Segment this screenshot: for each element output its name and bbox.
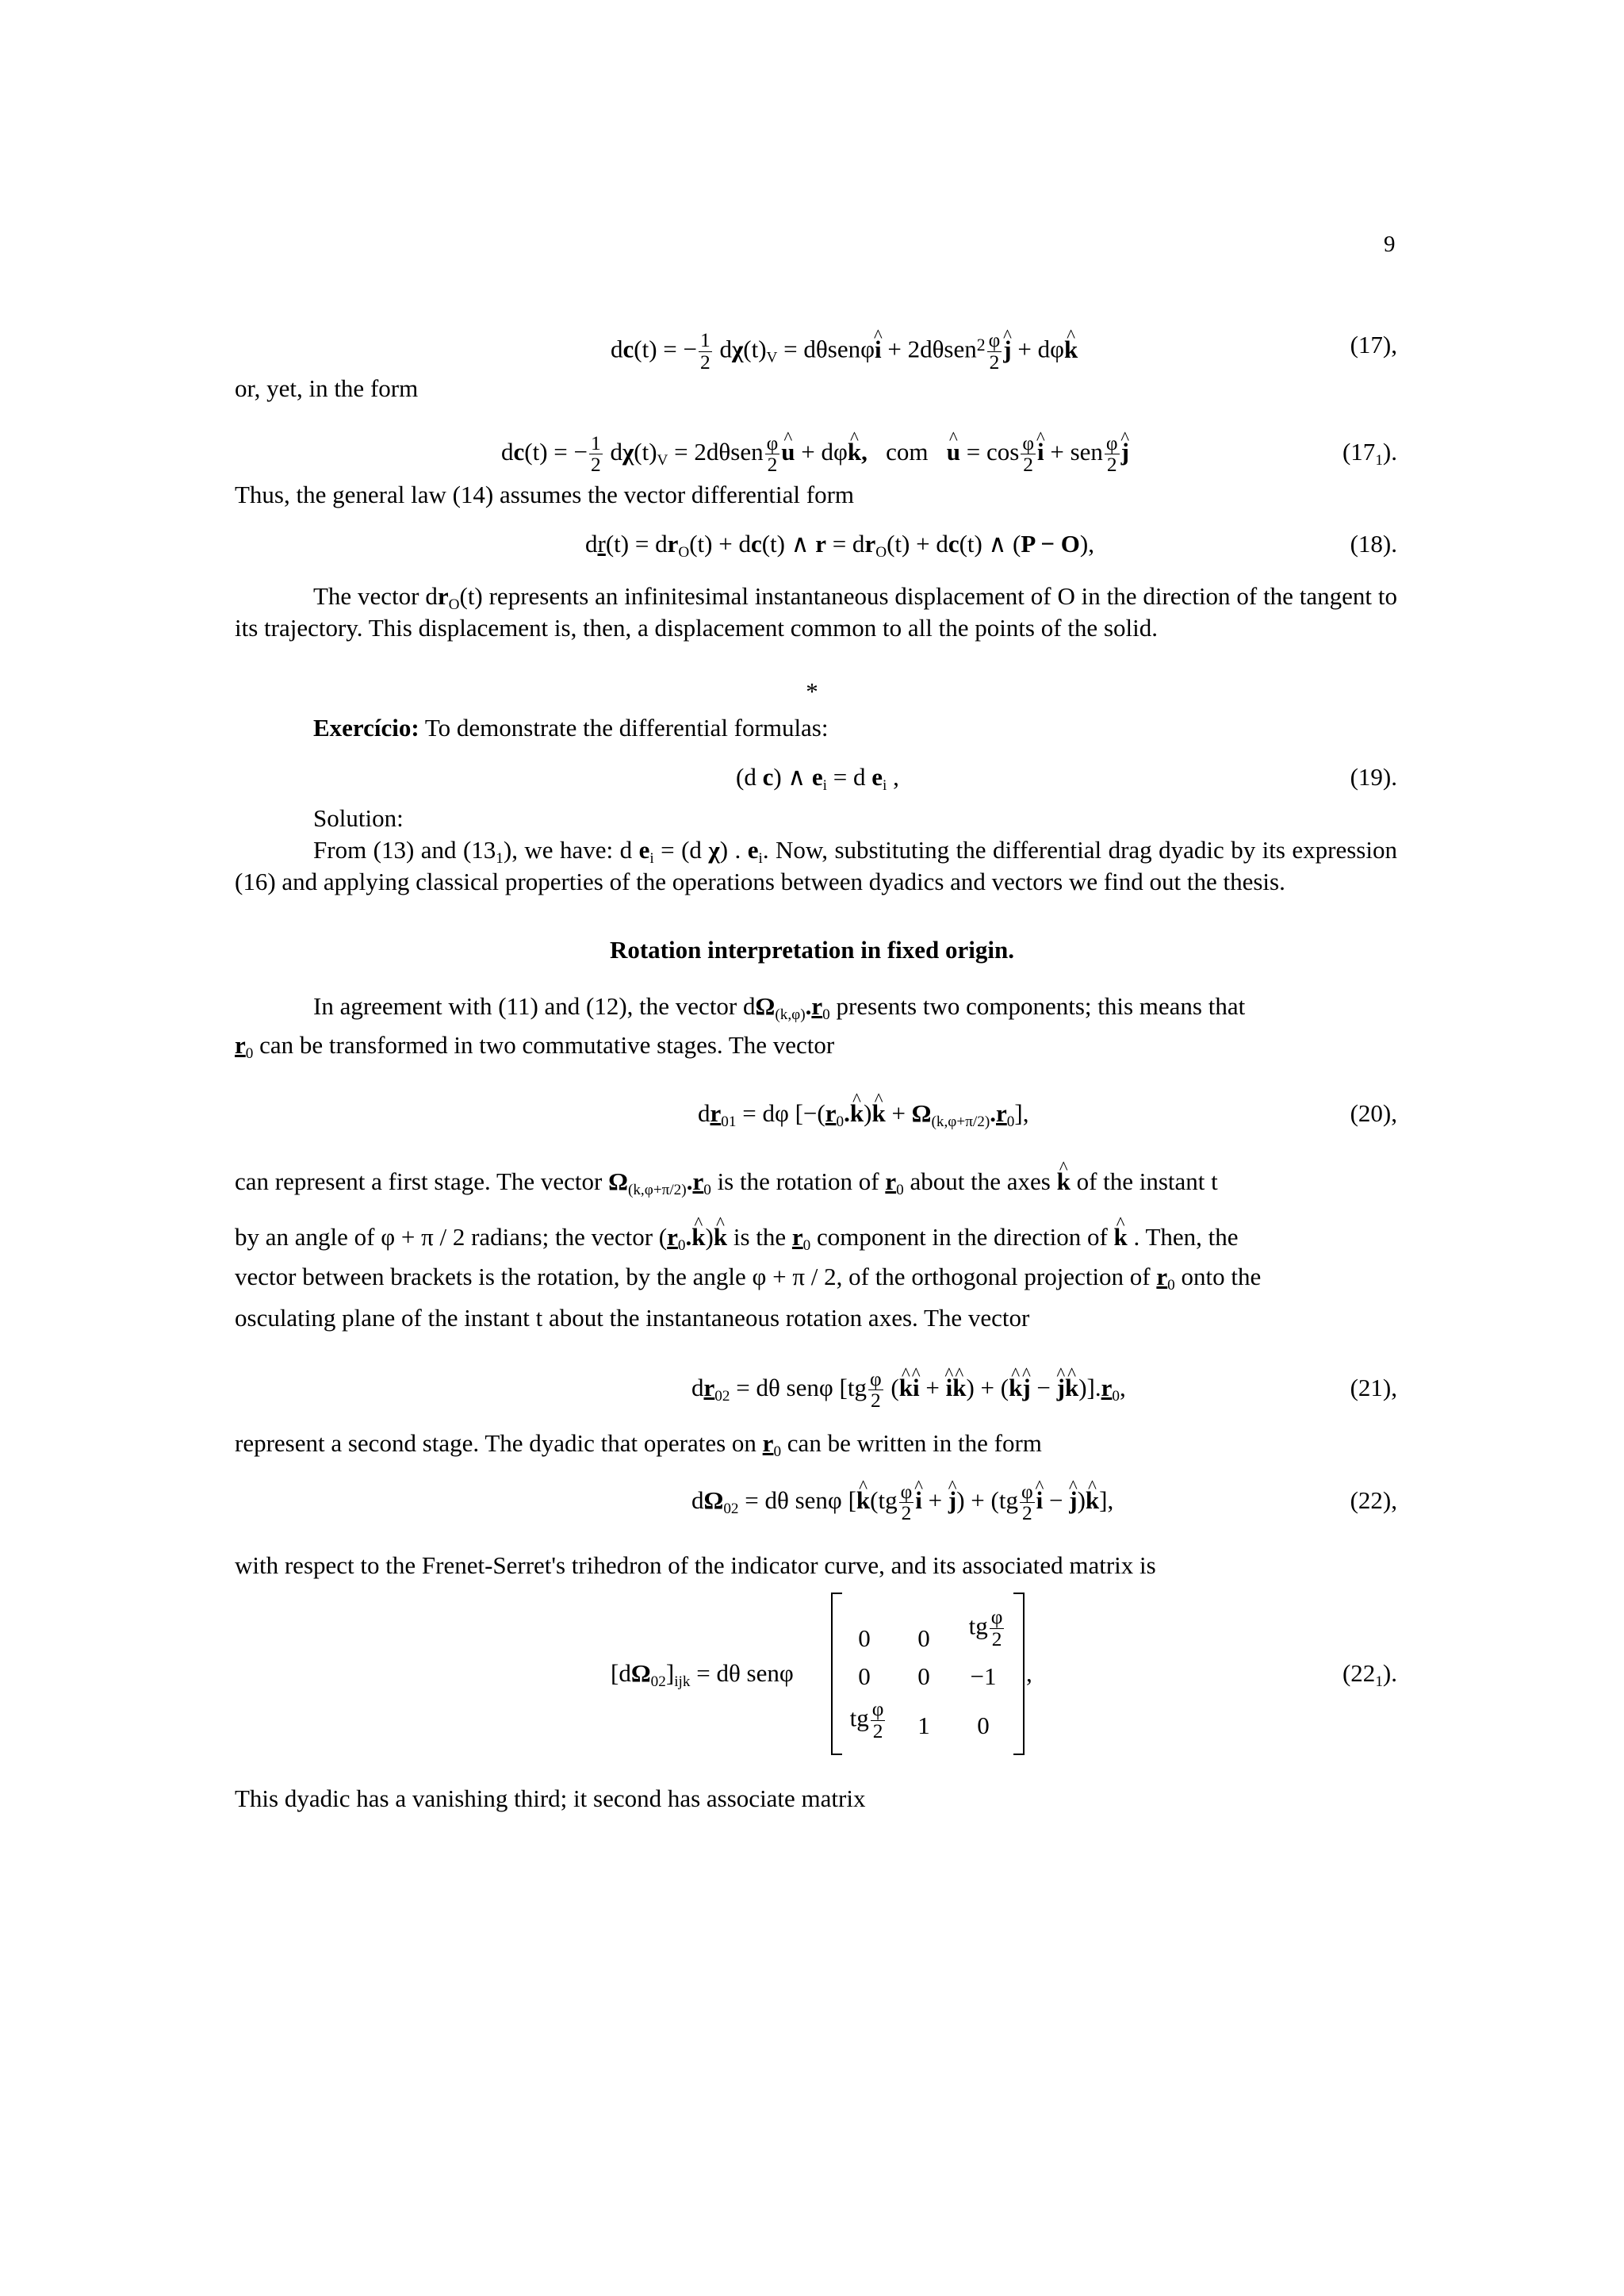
paragraph-agreement: In agreement with (11) and (12), the vector $d\Omega_{(k,\varphi)}.r_0$ presents two components; this means that bbox=[313, 992, 1246, 1023]
matrix-cell: 0 bbox=[858, 1662, 871, 1690]
equation-number: (18). bbox=[1350, 530, 1397, 558]
paragraph-vanishing: This dyadic has a vanishing third; it second has associate matrix bbox=[235, 1784, 866, 1812]
paragraph-first-stage-line3: vector between brackets is the rotation, by the angle φ + π / 2, of the orthogonal projection of $r_0$ onto the bbox=[235, 1263, 1262, 1294]
matrix-d-omega-02 bbox=[831, 1593, 1025, 1755]
equation-number: $(17_1)$. bbox=[1342, 438, 1397, 469]
matrix-cell: −1 bbox=[970, 1662, 997, 1690]
equation-number: (20), bbox=[1350, 1099, 1397, 1127]
text-thus: Thus, the general law (14) assumes the vector differential form bbox=[235, 481, 855, 508]
matrix-cell: tg $\frac{\varphi}{2}$ bbox=[968, 1606, 1003, 1650]
paragraph-agreement-line2: $r_0$ can be transformed in two commutative stages. The vector bbox=[235, 1031, 835, 1062]
matrix-cell: 0 bbox=[977, 1711, 990, 1739]
equation-number: $(22_1)$. bbox=[1342, 1659, 1397, 1690]
equation-17: dc(t) = − $\frac{1}{2}$ $d\chi(t)_V$ = dθsenφ^ i + 2dθsen$^2$ $\frac{\varphi}{2}$ ^ j + dφ^ k (17), bbox=[0, 321, 1624, 369]
text-or-yet: or, yet, in the form bbox=[235, 374, 419, 402]
matrix-cell: 0 bbox=[917, 1662, 930, 1690]
asterisk-separator: * bbox=[806, 677, 818, 705]
equation-19: (d c) ∧ $e_i = d$ $e_i$ , (19). bbox=[0, 753, 1624, 801]
paragraph-second-stage: represent a second stage. The dyadic that operates on $r_0$ can be written in the form bbox=[235, 1429, 1042, 1460]
matrix-cell: 0 bbox=[917, 1624, 930, 1652]
equation-number: (19). bbox=[1350, 763, 1397, 791]
equation-18: $dr(t) = dr_O(t) + dc(t)$ ∧ $r = dr_O(t) + dc(t)$ ∧ (P − O), (18). bbox=[0, 520, 1624, 568]
paragraph-vector-dro: The vector $dr_O(t)$ represents an infinitesimal instantaneous displacement of O in the direction of the tangent to its trajectory. This displacement is, then, a displacement common to all the points of the solid. bbox=[235, 582, 1397, 642]
section-heading-rotation: Rotation interpretation in fixed origin. bbox=[609, 936, 1015, 964]
matrix-cell: tg $\frac{\varphi}{2}$ bbox=[849, 1698, 884, 1742]
paragraph-first-stage-line4: osculating plane of the instant t about the instantaneous rotation axes. The vector bbox=[235, 1304, 1030, 1332]
equation-number: (17), bbox=[1350, 331, 1397, 358]
equation-17-1: dc(t) = − $\frac{1}{2}$ $d\chi(t)_V = 2d\theta sen$ $\frac{\varphi}{2}$ ^ u + dφ^ k, com ^ u = cos $\frac{\varphi}{2}$ ^ i + sen $\frac{\varphi}{2}$ ^ j $(17_1)$. bbox=[0, 428, 1624, 476]
equation-number: (21), bbox=[1350, 1374, 1397, 1401]
solution-label: Solution: bbox=[313, 804, 404, 832]
exercise-label: Exercício: bbox=[313, 714, 419, 742]
equation-21: $dr_{02} = d\theta$ senφ [tg $\frac{\varphi}{2}$ (^ k^ i + ^ i^ k) + (^ k^ j − ^ j^ $k)].r_0$, (21), bbox=[0, 1364, 1624, 1412]
equation-22-1: $[d\Omega_{02}]_{ijk} = d\theta$ senφ , $(22_1)$. bbox=[0, 1650, 1624, 1697]
paragraph-first-stage-line1: can represent a first stage. The vector $\Omega_{(k,\varphi+\pi/2)}.r_0$ is the rotation of $r_0$ about the axes ^ k of the instant t bbox=[235, 1166, 1397, 1198]
paragraph-frenet: with respect to the Frenet-Serret's trihedron of the indicator curve, and its associated matrix is bbox=[235, 1551, 1156, 1579]
matrix-cell: 1 bbox=[917, 1711, 930, 1739]
paragraph-from-13: From (13) and $(13_1)$, we have: d $e_i = (d$ χ) . $e_i$. Now, substituting the differential drag dyadic by its expression (16) and applying classical properties of the operations between dyadics and vectors we find out the thesis. bbox=[235, 836, 1397, 895]
page-number: 9 bbox=[1384, 232, 1396, 257]
equation-20: $dr_{01} = d\varphi$ [$-(r_0.\^{}$ k)^ $k + \Omega_{(k,\varphi+\pi/2)}.r_0$], (20), bbox=[0, 1090, 1624, 1137]
equation-22: $d\Omega_{02} = d\theta$ senφ [^ k(tg $\frac{\varphi}{2}$ ^ i + ^ j) + (tg $\frac{\varphi}{2}$ ^ i − ^ j)^ k], (22), bbox=[0, 1477, 1624, 1524]
paragraph-first-stage-line2: by an angle of φ + π / 2 radians; the vector ($r_0.\^{}$ k)^ k is the $r_0$ component in the direction of ^ k . Then, the bbox=[235, 1221, 1397, 1253]
equation-number: (22), bbox=[1350, 1486, 1397, 1514]
exercise-line: Exercício: To demonstrate the differential formulas: bbox=[313, 714, 829, 742]
matrix-cell: 0 bbox=[858, 1624, 871, 1652]
